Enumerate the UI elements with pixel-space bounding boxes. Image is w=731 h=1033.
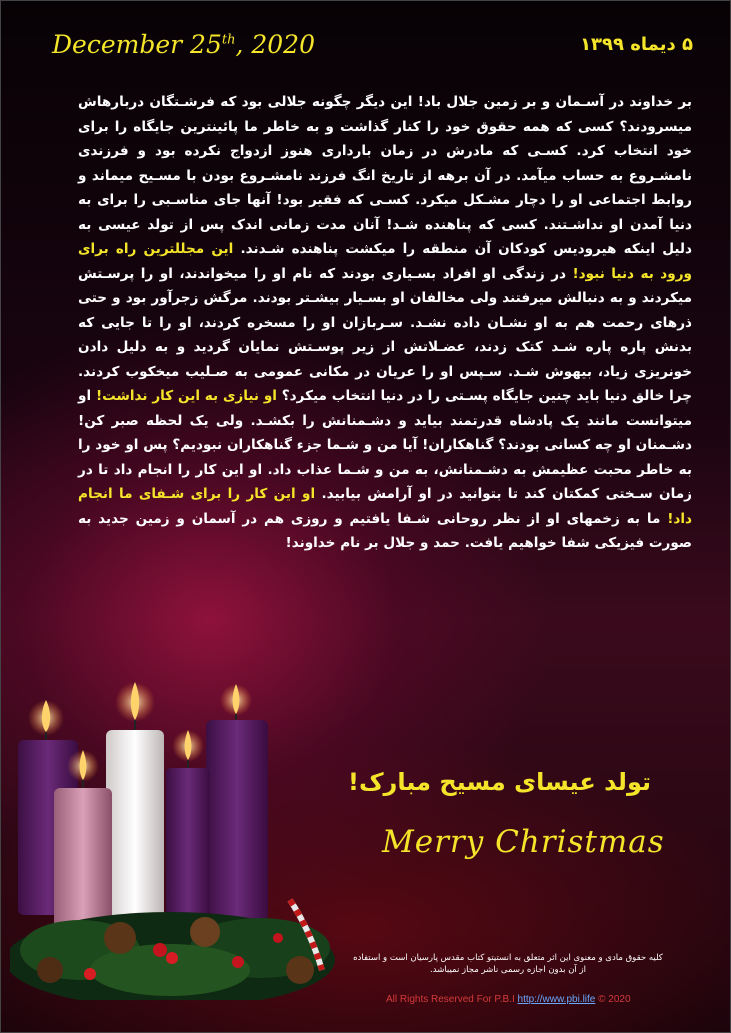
candle-purple-small <box>166 730 210 918</box>
greeting-persian: تولد عیسای مسیح مبارک! <box>348 768 651 796</box>
paragraph-part-2: در زندگی او افراد بسـیاری بودند که نام او را میخواندند، او را پرسـتش میکردند و به دنبالش میرفتند ولی مخالفان او بسـیار بیشـتر بودند. مرگش زجرآور بود و حتی ذرهای رحمت هم به او نشـان داده نشـد. سـربازان او را مسخره کردند، او را تا جایی که بدنش پاره پاره شـد کتک زدند، عضـلاتش از زیر پوسـتش نمایان گردید و به دلیل دادن خونریزی زیاد، بیهوش شـد. سـپس او را عریان در مکانی عمومی به صـلیب میخکوب کردند. چرا خالق دنیا باید چنین جایگاه پسـتی را در دنیا انتخاب میکرد؟ <box>78 265 693 404</box>
highlight-2: او نیازی به این کار نداشت! <box>95 388 277 404</box>
date-english: December 25th, 2020 <box>52 30 315 59</box>
paragraph-part-4: ما به زخمهای او از نظر روحانی شـفا یافتیم و روزی هم در آسمان و زمین جدید به صورت فیزیکی شفا خواهیم یافت. حمد و جلال بر نام خداوند! <box>78 510 692 551</box>
date-persian: ۵ دیماه ۱۳۹۹ <box>580 34 693 55</box>
greeting-english: Merry Christmas <box>382 824 665 860</box>
highlight-1: این مجللترین راه برای ورود به دنیا نبود! <box>78 241 692 282</box>
main-article <box>78 90 692 556</box>
footer-link[interactable]: http://www.pbi.life <box>517 994 596 1005</box>
footer-copyright <box>386 994 631 1005</box>
footer-suffix: © 2020 <box>595 994 631 1005</box>
candle-white-center <box>106 682 164 920</box>
copyright-persian: کلیه حقوق مادی و معنوی این اثر متعلق به انستیتو کتاب مقدس پارسیان است و استفاده از آن بدون اجازه رسمی ناشر مجاز نمیباشد. <box>353 953 663 975</box>
highlight-3: او این کار را برای شـفای ما انجام داد! <box>78 486 692 527</box>
paragraph-part-1: بر خداوند در آسـمان و بر زمین جلال باد! این دیگر چگونه جلالی بود که فرشـتگان دربارهاش میسرودند؟ کسی که همه حقوق خود را کنار گذاشت و به خاطر ما پائینترین جایگاه را برای خود انتخاب کرد. کسـی که مادرش در زمان بارداری هنوز ازدواج نکرده بود و فرزندی نامشـروع به حساب میآمد. در آن برهه از تاریخ انگ فرزند نامشـروع بودن با مسـیح میماند و روابط اجتماعی او را دچار مشـکل میکرد. کسـی که فقیر بود! آنها جای مناسـبی را برای به دنیا آمدن او نداشـتند. کسی که پناهنده شـد! آنان مدت زمانی اندک پس از تولد عیسی به دلیل اینکه هیرودیس کودکان آن منطقه را میکشت پناهنده شـدند. <box>78 94 692 257</box>
footer-prefix: All Rights Reserved For P.B.I <box>386 994 518 1005</box>
candle-purple-right <box>206 684 268 920</box>
paragraph-part-3: او میتوانست مانند یک پادشاه قدرتمند بیاید و دشـمنانش را بکشـد. ولی یک لحظه صبر کن! دشـمنان او چه کسانی بودند؟ گناهکاران! آیا من و شـما جزء گناهکاران نبودیم؟ پس او خود را به خاطر محبت عظیمش به دشـمنانش، به من و شـما عذاب داد. او این کار را انجام داد تا در زمان سـختی کمکتان کند تا بتوانید در او آرامش بیابید. <box>78 388 692 502</box>
advent-candles-illustration <box>10 670 340 1000</box>
